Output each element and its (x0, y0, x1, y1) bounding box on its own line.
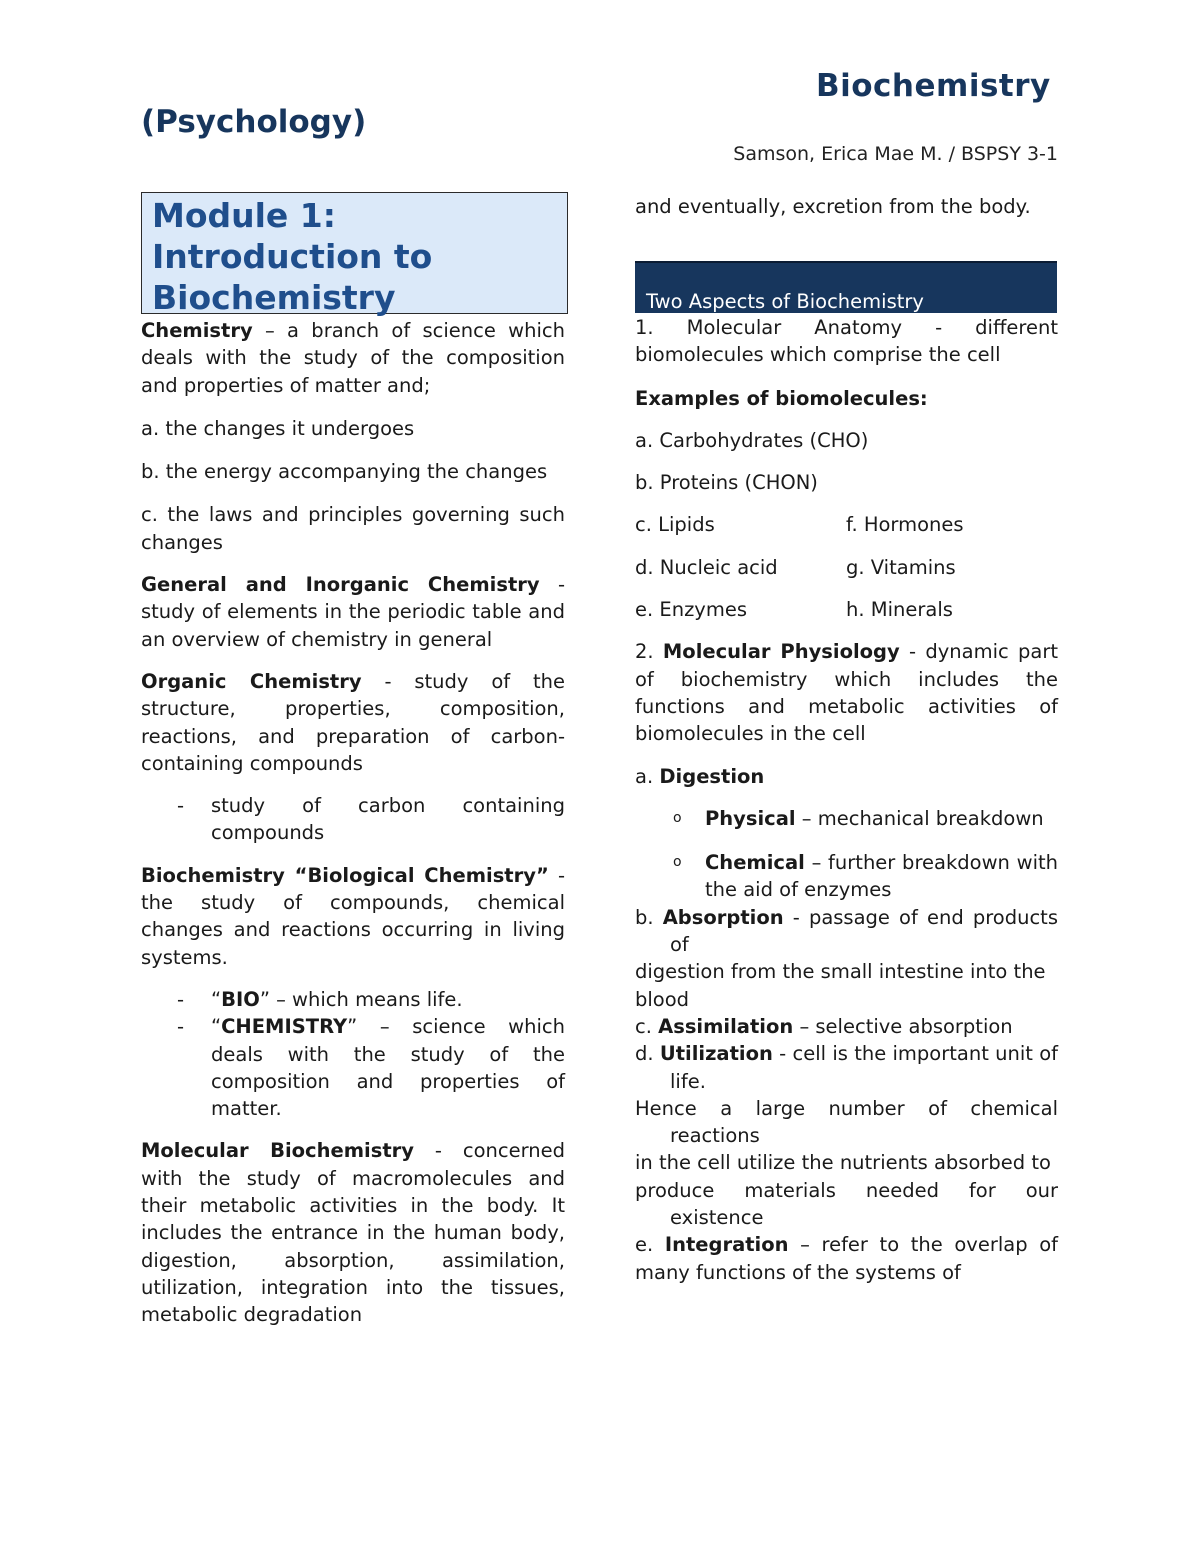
continuation-paragraph: and eventually, excretion from the body. (635, 195, 1031, 218)
chemical-term: Chemical (705, 851, 805, 875)
assimilation-def: – selective absorption (793, 1014, 1013, 1038)
assimilation-label: c. (635, 1014, 659, 1038)
absorption-def: - passage of end products of (670, 905, 1058, 957)
chem-item-c: c. the laws and principles governing such changes (141, 503, 565, 554)
quote-open: “ (211, 1015, 222, 1039)
example-f: f. Hormones (846, 513, 964, 537)
example-row-1 (635, 511, 1058, 538)
absorption-line-2: digestion from the small intestine into the (635, 960, 1046, 984)
example-e: e. Enzymes (635, 598, 748, 622)
utilization-def: - cell is the important unit of life. (670, 1042, 1058, 1093)
aspects-title: Two Aspects of Biochemistry (646, 290, 924, 313)
bio-bullet (141, 986, 565, 1013)
assimilation-item (635, 1013, 1058, 1040)
example-h: h. Minerals (846, 598, 953, 622)
molecular-biochem-term: Molecular Biochemistry (141, 1139, 414, 1163)
circle-bullet: o (673, 854, 682, 871)
left-column (141, 317, 565, 1329)
general-chem-term: General and Inorganic Chemistry (141, 573, 540, 597)
organic-chem-term: Organic Chemistry (141, 669, 362, 693)
digestion-heading (635, 763, 1058, 790)
molecular-anatomy: 1. Molecular Anatomy - different biomolecules which comprise the cell (635, 316, 1058, 367)
chemical-def: – further breakdown with the aid of enzymes (705, 851, 1058, 902)
physical-text (705, 805, 1058, 832)
molecular-biochem-def-text: - concerned with the study of macromolecules and their metabolic activities in the body. It includes the entrance in the human body, digestion, absorption, assimilation, utilization, integration into the tissues, metabolic degradation (141, 1139, 565, 1327)
bio-bullet-text (211, 986, 565, 1013)
module-title-box (141, 192, 568, 317)
example-g: g. Vitamins (846, 555, 956, 579)
molecular-physiology (635, 638, 1058, 747)
right-column (635, 314, 1058, 1286)
physical-def: – mechanical breakdown (795, 806, 1044, 830)
organic-bullet (141, 792, 565, 847)
physical-bullet (635, 805, 1058, 832)
dash-marker: - (177, 987, 185, 1011)
digestion-label: a. (635, 764, 660, 788)
example-row-3 (635, 596, 1058, 623)
examples-heading-text: Examples of biomolecules: (635, 386, 928, 410)
dash-marker: - (177, 794, 185, 818)
utilization-line-4: produce materials needed for our existence (635, 1178, 1058, 1230)
document-title: Biochemistry (816, 68, 1051, 104)
organic-chem-def-text: - study of the structure, properties, composition, reactions, and preparation of carbon-containing compounds (141, 669, 565, 775)
integration-term: Integration (664, 1233, 789, 1257)
chemical-bullet (635, 849, 1058, 904)
quote-open: “ (211, 987, 222, 1011)
chemistry-bullet (141, 1013, 565, 1122)
example-row-2 (635, 554, 1058, 581)
integration-label: e. (635, 1233, 665, 1257)
phys-number: 2. (635, 640, 663, 664)
biochem-definition (141, 862, 565, 971)
chemical-text (705, 849, 1058, 904)
bio-word: BIO (221, 987, 260, 1011)
example-a: a. Carbohydrates (CHO) (635, 428, 869, 452)
utilization-line-3: in the cell utilize the nutrients absorbed to (635, 1151, 1051, 1175)
assimilation-term: Assimilation (658, 1014, 794, 1038)
general-chem-def-text: - study of elements in the periodic table and an overview of chemistry in general (141, 573, 565, 651)
phys-def-text: - dynamic part of biochemistry which includes the functions and metabolic activities of biomolecules in the cell (635, 640, 1058, 746)
utilization-item (635, 1040, 1058, 1095)
dash-marker: - (177, 1015, 185, 1039)
utilization-line-2: Hence a large number of chemical reactions (635, 1096, 1058, 1148)
organic-chem-definition (141, 668, 565, 777)
biochem-term: Biochemistry “Biological Chemistry” (141, 863, 549, 887)
absorption-line-3: blood (635, 987, 690, 1011)
example-d: d. Nucleic acid (635, 555, 778, 579)
chem-item-a: a. the changes it undergoes (141, 416, 415, 440)
utilization-term: Utilization (659, 1042, 773, 1066)
chem-item-b: b. the energy accompanying the changes (141, 460, 548, 484)
chemistry-word: CHEMISTRY (221, 1015, 348, 1039)
absorption-term: Absorption (662, 905, 784, 929)
utilization-label: d. (635, 1042, 660, 1066)
example-b: b. Proteins (CHON) (635, 471, 818, 495)
chemistry-definition (141, 317, 565, 399)
absorption-label: b. (635, 905, 663, 929)
phys-term: Molecular Physiology (662, 640, 900, 664)
bio-rest: ” – which means life. (259, 987, 463, 1011)
organic-bullet-text: study of carbon containing compounds (211, 794, 565, 845)
chemistry-def-text: – a branch of science which deals with the study of the composition and properties of matter and; (141, 319, 565, 397)
molecular-biochem-definition (141, 1137, 565, 1328)
chemistry-term: Chemistry (141, 319, 253, 342)
circle-bullet: o (673, 809, 682, 826)
absorption-item (635, 904, 1058, 959)
chemistry-bullet-text (211, 1013, 565, 1122)
integration-def: – refer to the overlap of many functions of the systems of (635, 1233, 1058, 1284)
general-chem-definition (141, 571, 565, 653)
examples-heading (635, 385, 1058, 412)
author-line: Samson, Erica Mae M. / BSPSY 3-1 (733, 143, 1058, 165)
document-subtitle: (Psychology) (141, 104, 367, 140)
chemistry-rest: ” – science which deals with the study of the composition and properties of matter. (211, 1015, 565, 1121)
physical-term: Physical (705, 806, 796, 830)
digestion-term: Digestion (659, 764, 765, 788)
integration-item (635, 1231, 1058, 1286)
biochem-def-text: - the study of compounds, chemical changes and reactions occurring in living systems. (141, 863, 565, 969)
aspects-header-bar (635, 261, 1057, 313)
module-title: Module 1: Introduction to Biochemistry (152, 196, 433, 317)
example-c: c. Lipids (635, 513, 715, 537)
